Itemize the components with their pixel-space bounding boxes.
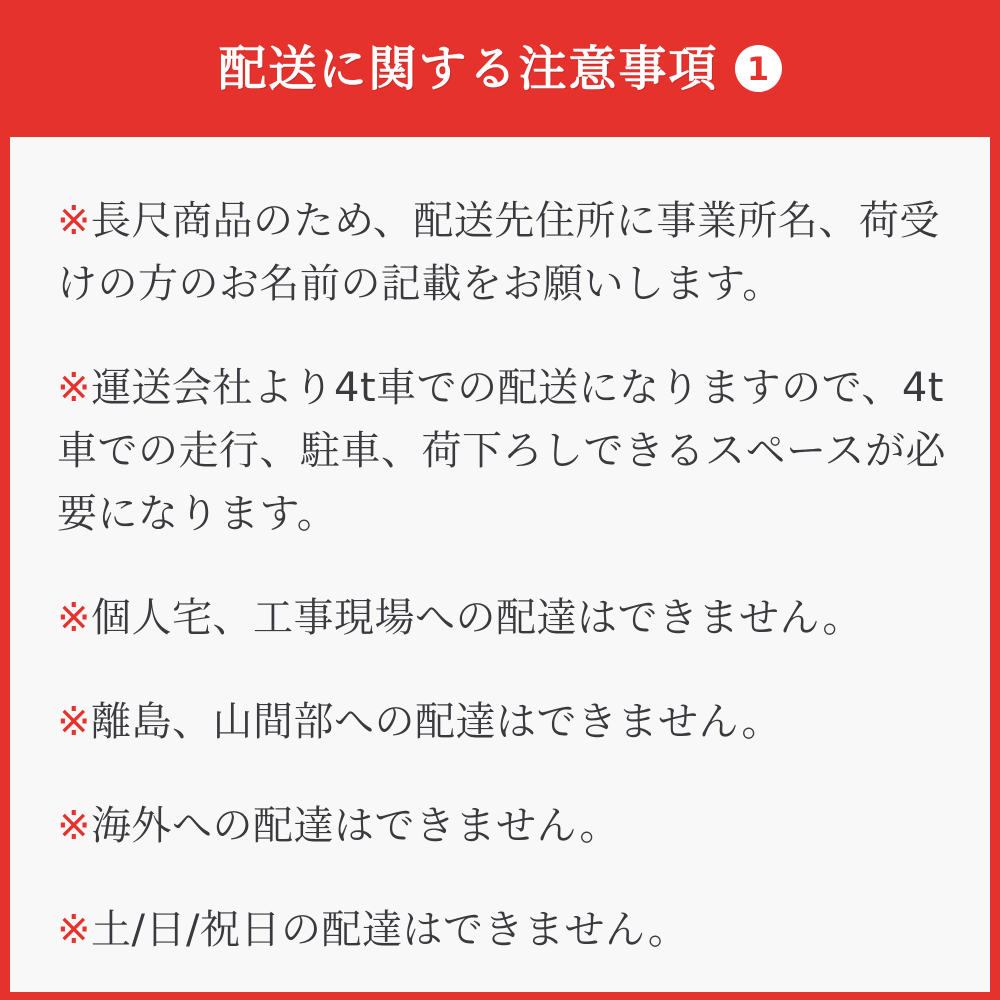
- note-item: [57, 587, 947, 650]
- asterisk-marker-icon: ※: [57, 595, 92, 641]
- note-item: [57, 190, 947, 316]
- asterisk-marker-icon: ※: [57, 198, 92, 244]
- asterisk-marker-icon: ※: [57, 907, 92, 953]
- note-text: 土/日/祝日の配達はできません。: [91, 907, 689, 953]
- page-title: 配送に関する注意事項: [218, 40, 719, 97]
- notice-panel: [10, 137, 990, 992]
- note-item: [57, 795, 947, 858]
- note-text: 長尺商品のため、配送先住所に事業所名、荷受けの方のお名前の記載をお願いします。: [57, 198, 940, 307]
- note-item: [57, 357, 947, 546]
- asterisk-marker-icon: ※: [57, 365, 92, 411]
- asterisk-marker-icon: ※: [57, 699, 92, 745]
- note-text: 離島、山間部への配達はできません。: [91, 699, 782, 745]
- note-text: 個人宅、工事現場への配達はできません。: [91, 595, 863, 641]
- note-item: [57, 691, 947, 754]
- notice-header: [0, 0, 1000, 137]
- note-text: 運送会社より4t車での配送になりますので、4t車での走行、駐車、荷下ろしできるスペースが必要になります。: [57, 365, 946, 537]
- note-text: 海外への配達はできません。: [91, 803, 620, 849]
- note-item: [57, 899, 947, 962]
- asterisk-marker-icon: ※: [57, 803, 92, 849]
- numbered-circle-badge: 1: [735, 45, 782, 92]
